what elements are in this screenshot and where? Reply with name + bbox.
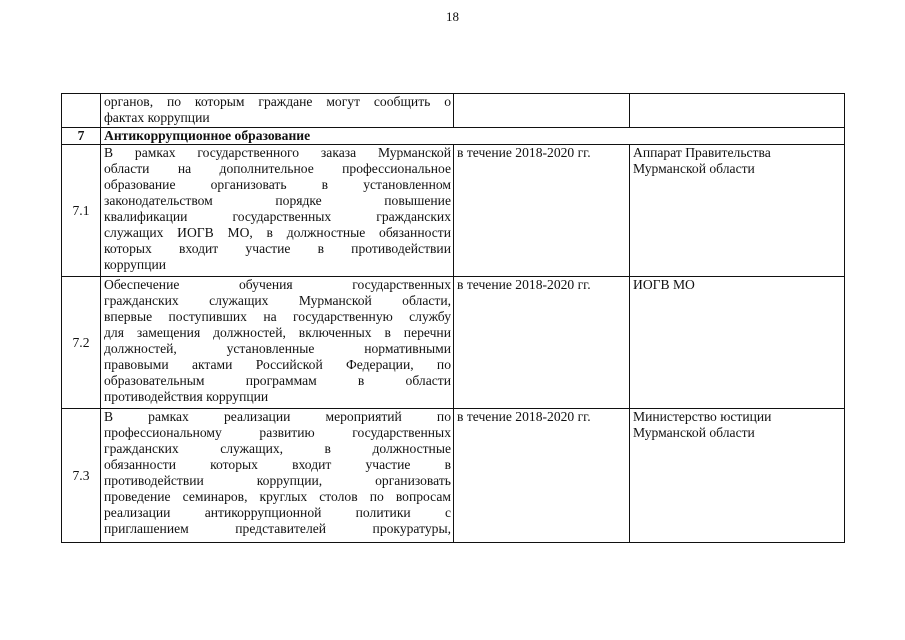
measure-text xyxy=(101,94,454,128)
section-row xyxy=(62,128,845,145)
row-number: 7.1 xyxy=(62,145,101,277)
text-line: органов, по которым граждане могут сообщить о xyxy=(104,94,451,109)
text-line: реализации антикоррупционной политики с xyxy=(104,505,451,520)
responsible-cell xyxy=(630,94,845,128)
table-row xyxy=(62,145,845,277)
text-line: приглашением представителей прокуратуры, xyxy=(104,521,451,536)
text-line: для замещения должностей, включенных в перечни xyxy=(104,325,451,340)
text-line: области на дополнительное профессиональное xyxy=(104,161,451,176)
responsible-line: ИОГВ МО xyxy=(633,277,695,292)
term-cell: в течение 2018-2020 гг. xyxy=(454,145,630,277)
term-cell: в течение 2018-2020 гг. xyxy=(454,409,630,543)
measures-table xyxy=(61,93,845,543)
section-title: Антикоррупционное образование xyxy=(101,128,845,145)
responsible-line: Мурманской области xyxy=(633,161,755,176)
text-line: коррупции xyxy=(104,257,167,272)
text-line: служащих ИОГВ МО, в должностные обязанности xyxy=(104,225,451,240)
text-line: проведение семинаров, круглых столов по вопросам xyxy=(104,489,451,504)
text-line: образование организовать в установленном xyxy=(104,177,451,192)
text-line: обязанности которых входит участие в xyxy=(104,457,451,472)
responsible-cell xyxy=(630,409,845,543)
measure-text xyxy=(101,145,454,277)
text-line: профессиональному развитию государственных xyxy=(104,425,451,440)
table-row xyxy=(62,409,845,543)
term-cell: в течение 2018-2020 гг. xyxy=(454,277,630,409)
text-line: должностей, установленные нормативными xyxy=(104,341,451,356)
responsible-cell xyxy=(630,145,845,277)
text-line: которых входит участие в противодействии xyxy=(104,241,451,256)
row-number: 7.3 xyxy=(62,409,101,543)
text-line: фактах коррупции xyxy=(104,110,210,125)
measure-text xyxy=(101,277,454,409)
row-number xyxy=(62,94,101,128)
text-line: образовательным программам в области xyxy=(104,373,451,388)
text-line: правовыми актами Российской Федерации, по xyxy=(104,357,451,372)
term-cell xyxy=(454,94,630,128)
text-line: В рамках государственного заказа Мурманской xyxy=(104,145,451,160)
page-number: 18 xyxy=(446,9,459,24)
text-line: противодействия коррупции xyxy=(104,389,269,404)
section-number: 7 xyxy=(62,128,101,145)
text-line: квалификации государственных гражданских xyxy=(104,209,451,224)
responsible-cell xyxy=(630,277,845,409)
responsible-line: Министерство юстиции xyxy=(633,409,772,424)
text-line: Обеспечение обучения государственных xyxy=(104,277,451,292)
table-row xyxy=(62,277,845,409)
responsible-line: Аппарат Правительства xyxy=(633,145,771,160)
text-line: В рамках реализации мероприятий по xyxy=(104,409,451,424)
row-number: 7.2 xyxy=(62,277,101,409)
responsible-line: Мурманской области xyxy=(633,425,755,440)
text-line: впервые поступивших на государственную службу xyxy=(104,309,451,324)
text-line: законодательством порядке повышение xyxy=(104,193,451,208)
text-line: противодействии коррупции, организовать xyxy=(104,473,451,488)
measure-text xyxy=(101,409,454,543)
table-row-continued xyxy=(62,94,845,128)
text-line: гражданских служащих Мурманской области, xyxy=(104,293,451,308)
text-line: гражданских служащих, в должностные xyxy=(104,441,451,456)
